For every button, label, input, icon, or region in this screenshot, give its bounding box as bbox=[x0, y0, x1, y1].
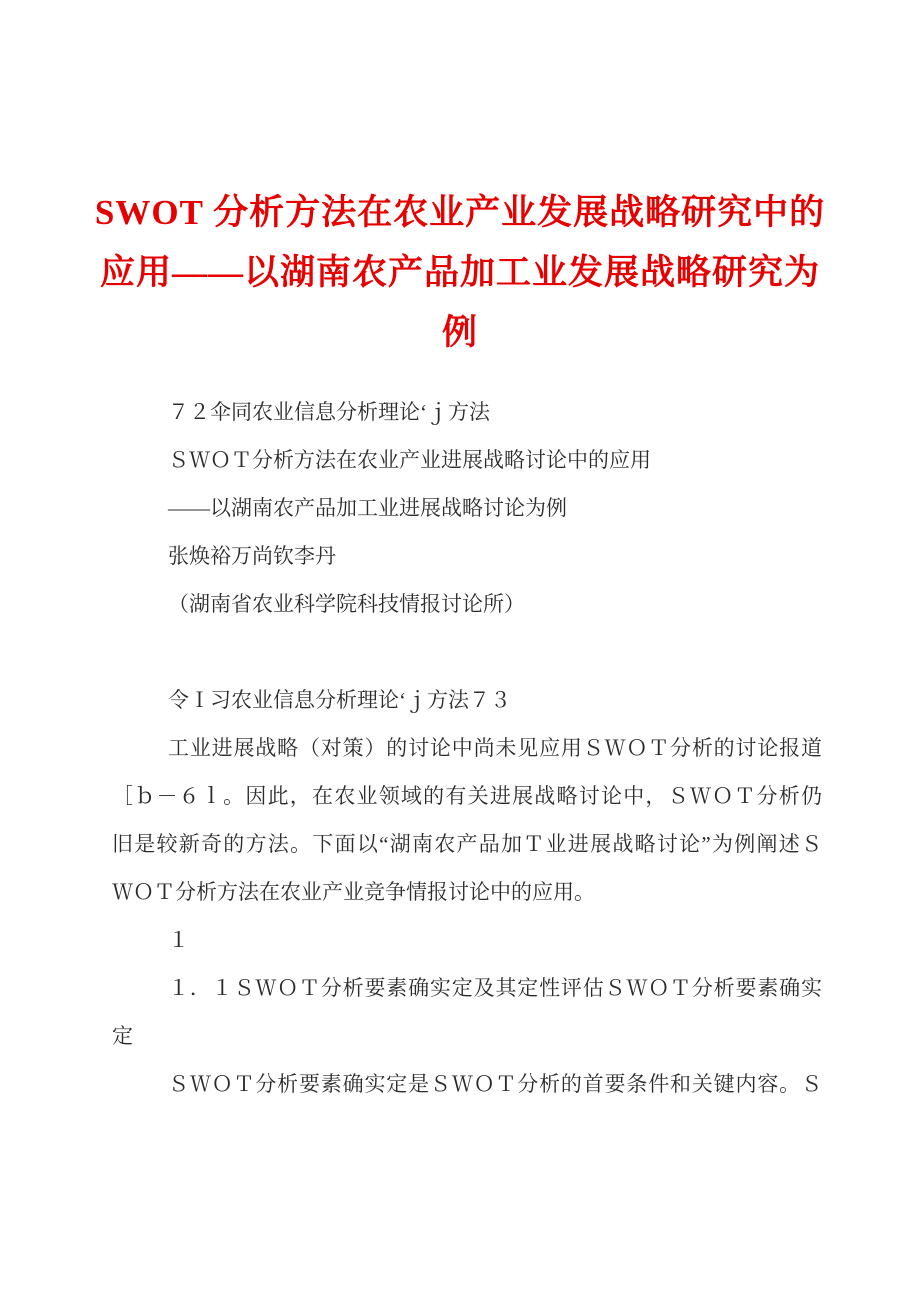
body-line-blank bbox=[112, 628, 822, 676]
body-line: 旧是较新奇的方法。下面以“湖南农产品加Ｔ业进展战略讨论”为例阐述Ｓ bbox=[112, 832, 822, 856]
body-line-subtitle2: ——以湖南农产品加工业进展战略讨论为例 bbox=[168, 496, 567, 520]
body-line-section-heading: １．１ＳＷＯＴ分析要素确实定及其定性评估ＳＷＯＴ分析要素确实 bbox=[168, 976, 822, 1000]
title-line-2: 应用——以湖南农产品加工业发展战略研究为 bbox=[99, 253, 820, 292]
title-line-1: SWOT 分析方法在农业产业发展战略研究中的 bbox=[94, 193, 826, 232]
body-line: ７２伞同农业信息分析理论‘ｊ方法 bbox=[168, 400, 490, 424]
page-title bbox=[55, 183, 865, 363]
body-line-section-number: １ bbox=[168, 928, 189, 952]
body-line: 定 bbox=[112, 1024, 133, 1048]
body-line: ［ｂ－６ｌ。因此，在农业领域的有关进展战略讨论中，ＳＷＯＴ分析仍 bbox=[112, 784, 822, 808]
body-line: 工业进展战略（对策）的讨论中尚未见应用ＳＷＯＴ分析的讨论报道 bbox=[168, 736, 822, 760]
body-line-subtitle: ＳＷＯＴ分析方法在农业产业进展战略讨论中的应用 bbox=[168, 448, 651, 472]
body-line: ＷＯＴ分析方法在农业产业竞争情报讨论中的应用。 bbox=[112, 880, 595, 904]
title-line-3: 例 bbox=[441, 313, 478, 352]
body-line: 令Ｉ习农业信息分析理论‘ｊ方法７３ bbox=[168, 688, 511, 712]
document-body bbox=[112, 388, 822, 1108]
body-line-affiliation: （湖南省农业科学院科技情报讨论所） bbox=[168, 592, 525, 616]
body-line: ＳＷＯＴ分析要素确实定是ＳＷＯＴ分析的首要条件和关键内容。Ｓ bbox=[168, 1072, 822, 1096]
body-line-authors: 张焕裕万尚钦李丹 bbox=[168, 544, 336, 568]
